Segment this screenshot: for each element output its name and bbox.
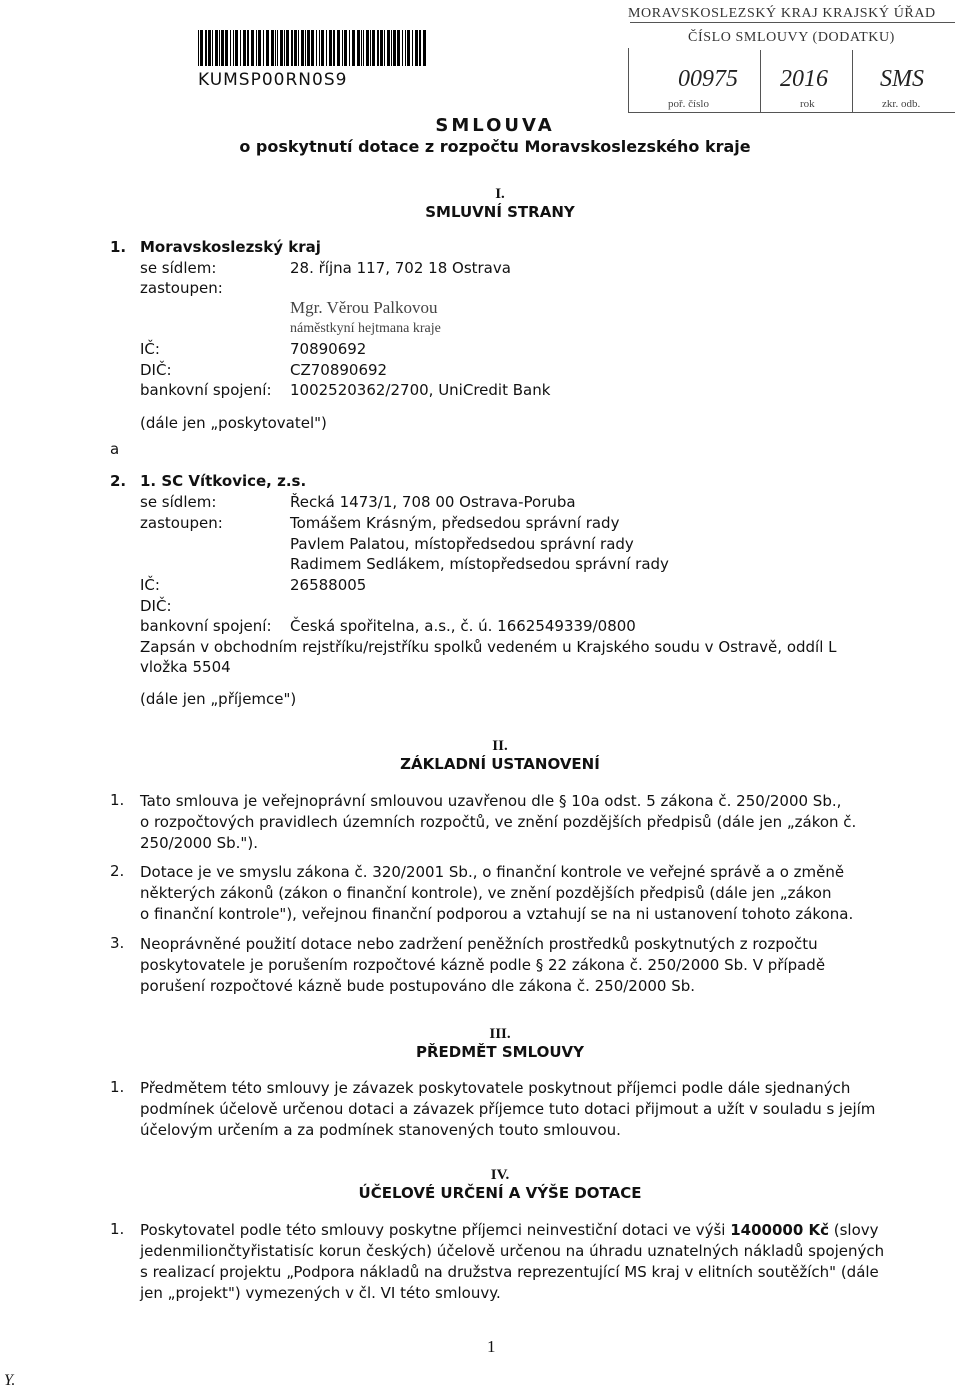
representative-1: Tomášem Krásným, předsedou správní rady (290, 514, 620, 532)
text-segment: Poskytovatel podle této smlouvy poskytne příjemci neinvestiční dotaci ve výši (140, 1221, 731, 1239)
barcode-bar (294, 30, 297, 66)
barcode-bar (311, 30, 314, 66)
barcode-bar (326, 30, 327, 66)
paragraph-line: o finanční kontrole"), veřejnou finanční podporou a vztahují se na ni ustanovení tohoto zákona. (140, 905, 854, 923)
paragraph-line: podmínek účelově určenou dotaci a závazek příjemce tuto dotaci přijmout a užít v souladu s jejím (140, 1100, 876, 1118)
barcode-bar (247, 30, 249, 66)
registration-year-label: rok (800, 98, 815, 110)
ic-value: 70890692 (290, 340, 367, 358)
grant-amount: 1400000 Kč (730, 1221, 829, 1239)
paragraph-line: Dotace je ve smyslu zákona č. 320/2001 Sb., o finanční kontrole ve veřejné správě a o změně (140, 863, 845, 881)
item-number: 1. (110, 1220, 125, 1238)
item-number: 1. (110, 791, 125, 809)
registration-number: 00975 (678, 66, 738, 92)
paragraph-line: účelovým určením a za podmínek stanovených touto smlouvou. (140, 1121, 621, 1139)
bank-label: bankovní spojení: (140, 381, 272, 399)
ic-value: 26588005 (290, 576, 367, 594)
conjunction: a (110, 440, 120, 458)
barcode-bar (271, 30, 274, 66)
registration-border-left (628, 48, 629, 113)
dic-value: CZ70890692 (290, 361, 388, 379)
section-numeral: II. (492, 738, 508, 754)
barcode-bar (342, 30, 343, 66)
barcode-bar (391, 30, 392, 66)
paragraph-line: porušení rozpočtové kázně bude postupováno dle zákona č. 250/2000 Sb. (140, 977, 696, 995)
section-2-heading (390, 738, 610, 773)
paragraph (140, 934, 825, 997)
barcode-bar (361, 30, 362, 66)
section-title: SMLUVNÍ STRANY (425, 203, 575, 221)
section-numeral: III. (489, 1026, 511, 1042)
party-2-number: 2. (110, 472, 127, 490)
barcode-bar (349, 30, 350, 66)
recipient-alias: (dále jen „příjemce") (140, 690, 297, 708)
seat-label: se sídlem: (140, 493, 217, 511)
margin-mark: Y. (4, 1372, 16, 1389)
paragraph (140, 791, 856, 854)
party-1-name: Moravskoslezský kraj (140, 238, 321, 256)
barcode-bar (384, 30, 385, 66)
item-number: 1. (110, 1078, 125, 1096)
registry-line-1: Zapsán v obchodním rejstříku/rejstříku spolků vedeném u Krajského soudu v Ostravě, oddíl L (140, 638, 837, 656)
representative-role: náměstkyní hejtmana kraje (290, 321, 441, 336)
barcode-bar (198, 30, 199, 66)
barcode-bar (357, 30, 360, 66)
barcode-bar (263, 30, 264, 66)
registration-bottom-rule (628, 112, 955, 113)
registration-subheader: ČÍSLO SMLOUVY (DODATKU) (688, 30, 895, 45)
paragraph-line: Předmětem této smlouvy je závazek poskytovatele poskytnout příjemci podle dále sjednaných (140, 1079, 851, 1097)
section-numeral: I. (495, 186, 505, 202)
registration-divider (760, 50, 761, 112)
barcode-bar (363, 30, 364, 66)
registration-dept-label: zkr. odb. (882, 98, 921, 110)
barcode-bar (407, 30, 410, 66)
barcode-bar (286, 30, 289, 66)
paragraph-line: jen „projekt") vymezených v čl. VI této smlouvy. (140, 1284, 501, 1302)
dic-label: DIČ: (140, 361, 172, 379)
paragraph (140, 862, 853, 925)
barcode-bar (307, 30, 310, 66)
barcode-bar (225, 30, 228, 66)
barcode-bar (305, 30, 306, 66)
registry-line-2: vložka 5504 (140, 658, 231, 676)
barcode-bar (291, 30, 293, 66)
barcode-bar (233, 30, 234, 66)
barcode-bar (256, 30, 257, 66)
registration-number-label: poř. číslo (668, 98, 709, 110)
barcode-bar (387, 30, 390, 66)
barcode-bar (321, 30, 324, 66)
barcode-image (198, 30, 426, 66)
barcode-bar (200, 30, 203, 66)
paragraph-line: 250/2000 Sb."). (140, 834, 258, 852)
paragraph-line: o rozpočtových pravidlech územních rozpočtů, ve znění pozdějších předpisů (dále jen „zákon č. (140, 813, 857, 831)
barcode-bar (402, 30, 403, 66)
barcode-bar (380, 30, 383, 66)
paragraph (140, 1220, 884, 1304)
barcode-bar (337, 30, 340, 66)
barcode-bar (212, 30, 213, 66)
barcode-bar (415, 30, 418, 66)
barcode-bar (344, 30, 347, 66)
registration-divider (852, 50, 853, 112)
registration-dept: SMS (880, 66, 924, 92)
paragraph-line: některých zákonů (zákon o finanční kontrole), ve znění pozdějších předpisů (dále jen „zákon (140, 884, 832, 902)
paragraph-line: jedenmiliončtyřistatisíc korun českých) účelově určenou na úhradu uznatelných nákladů spojených (140, 1242, 885, 1260)
section-title: ZÁKLADNÍ USTANOVENÍ (400, 755, 600, 773)
section-numeral: IV. (490, 1167, 510, 1183)
document-title: SMLOUVA (435, 115, 555, 136)
paragraph-line: poskytovatele je porušením rozpočtové kázně podle § 22 zákona č. 250/2000 Sb. V případě (140, 956, 826, 974)
representative-3: Radimem Sedlákem, místopředsedou správní rady (290, 555, 669, 573)
barcode-bar (230, 30, 231, 66)
barcode-bar (366, 30, 369, 66)
paragraph (140, 1078, 875, 1141)
section-title: PŘEDMĚT SMLOUVY (415, 1043, 585, 1061)
barcode-bar (266, 30, 269, 66)
text-segment: (slovy (829, 1221, 879, 1239)
barcode-bar (208, 30, 211, 66)
barcode-bar (397, 30, 400, 66)
barcode-bar (215, 30, 218, 66)
seat-value: 28. října 117, 702 18 Ostrava (290, 259, 511, 277)
page-number: 1 (487, 1337, 496, 1356)
barcode-bar (243, 30, 246, 66)
representative-name: Mgr. Věrou Palkovou (290, 298, 438, 317)
section-3-heading (390, 1026, 610, 1061)
barcode-bar (280, 30, 283, 66)
barcode-bar (301, 30, 304, 66)
barcode-bar (316, 30, 317, 66)
representative-2: Pavlem Palatou, místopředsedou správní rady (290, 535, 634, 553)
barcode-bar (219, 30, 220, 66)
dic-label: DIČ: (140, 597, 172, 615)
seat-label: se sídlem: (140, 259, 217, 277)
barcode-bar (221, 30, 224, 66)
barcode-bar (423, 30, 426, 66)
barcode-bar (235, 30, 238, 66)
barcode-bar (329, 30, 332, 66)
barcode-bar (284, 30, 285, 66)
representative-label: zastoupen: (140, 514, 223, 532)
section-4-heading (340, 1167, 660, 1202)
paragraph-line (140, 1220, 884, 1241)
barcode-text: KUMSP00RN0S9 (198, 70, 348, 90)
paragraph-line: Neoprávněné použití dotace nebo zadržení peněžních prostředků poskytnutých z rozpočtu (140, 935, 818, 953)
barcode-bar (319, 30, 320, 66)
barcode-bar (251, 30, 254, 66)
ic-label: IČ: (140, 340, 160, 358)
registration-rule (630, 22, 955, 23)
representative-label: zastoupen: (140, 279, 223, 297)
barcode-bar (412, 30, 413, 66)
barcode-bar (333, 30, 335, 66)
barcode-bar (372, 30, 375, 66)
bank-label: bankovní spojení: (140, 617, 272, 635)
ic-label: IČ: (140, 576, 160, 594)
section-title: ÚČELOVÉ URČENÍ A VÝŠE DOTACE (358, 1184, 642, 1202)
barcode-bar (377, 30, 379, 66)
paragraph-line: Tato smlouva je veřejnoprávní smlouvou uzavřenou dle § 10a odst. 5 zákona č. 250/2000 Sb., (140, 792, 842, 810)
barcode-bar (258, 30, 261, 66)
bank-value: Česká spořitelna, a.s., č. ú. 1662549339/0800 (290, 617, 636, 635)
paragraph-line: s realizací projektu „Podpora nákladů na družstva reprezentující MS kraj v elitních soutěžích" (dále (140, 1263, 879, 1281)
barcode-bar (275, 30, 276, 66)
provider-alias: (dále jen „poskytovatel") (140, 414, 327, 432)
registration-year: 2016 (780, 66, 828, 92)
party-1-number: 1. (110, 238, 127, 256)
barcode-bar (205, 30, 207, 66)
section-1-heading (400, 186, 600, 221)
barcode-bar (240, 30, 241, 66)
document-subtitle: o poskytnutí dotace z rozpočtu Moravskoslezského kraje (239, 137, 751, 156)
party-2-name: 1. SC Vítkovice, z.s. (140, 472, 307, 490)
barcode-bar (419, 30, 421, 66)
registration-header: MORAVSKOSLEZSKÝ KRAJ KRAJSKÝ ÚŘAD (628, 6, 936, 21)
barcode-bar (298, 30, 299, 66)
barcode-bar (370, 30, 371, 66)
barcode-bar (352, 30, 355, 66)
bank-value: 1002520362/2700, UniCredit Bank (290, 381, 551, 399)
barcode-bar (405, 30, 406, 66)
item-number: 3. (110, 934, 125, 952)
barcode-bar (277, 30, 278, 66)
barcode-bar (393, 30, 396, 66)
item-number: 2. (110, 862, 125, 880)
seat-value: Řecká 1473/1, 708 00 Ostrava-Poruba (290, 493, 576, 511)
